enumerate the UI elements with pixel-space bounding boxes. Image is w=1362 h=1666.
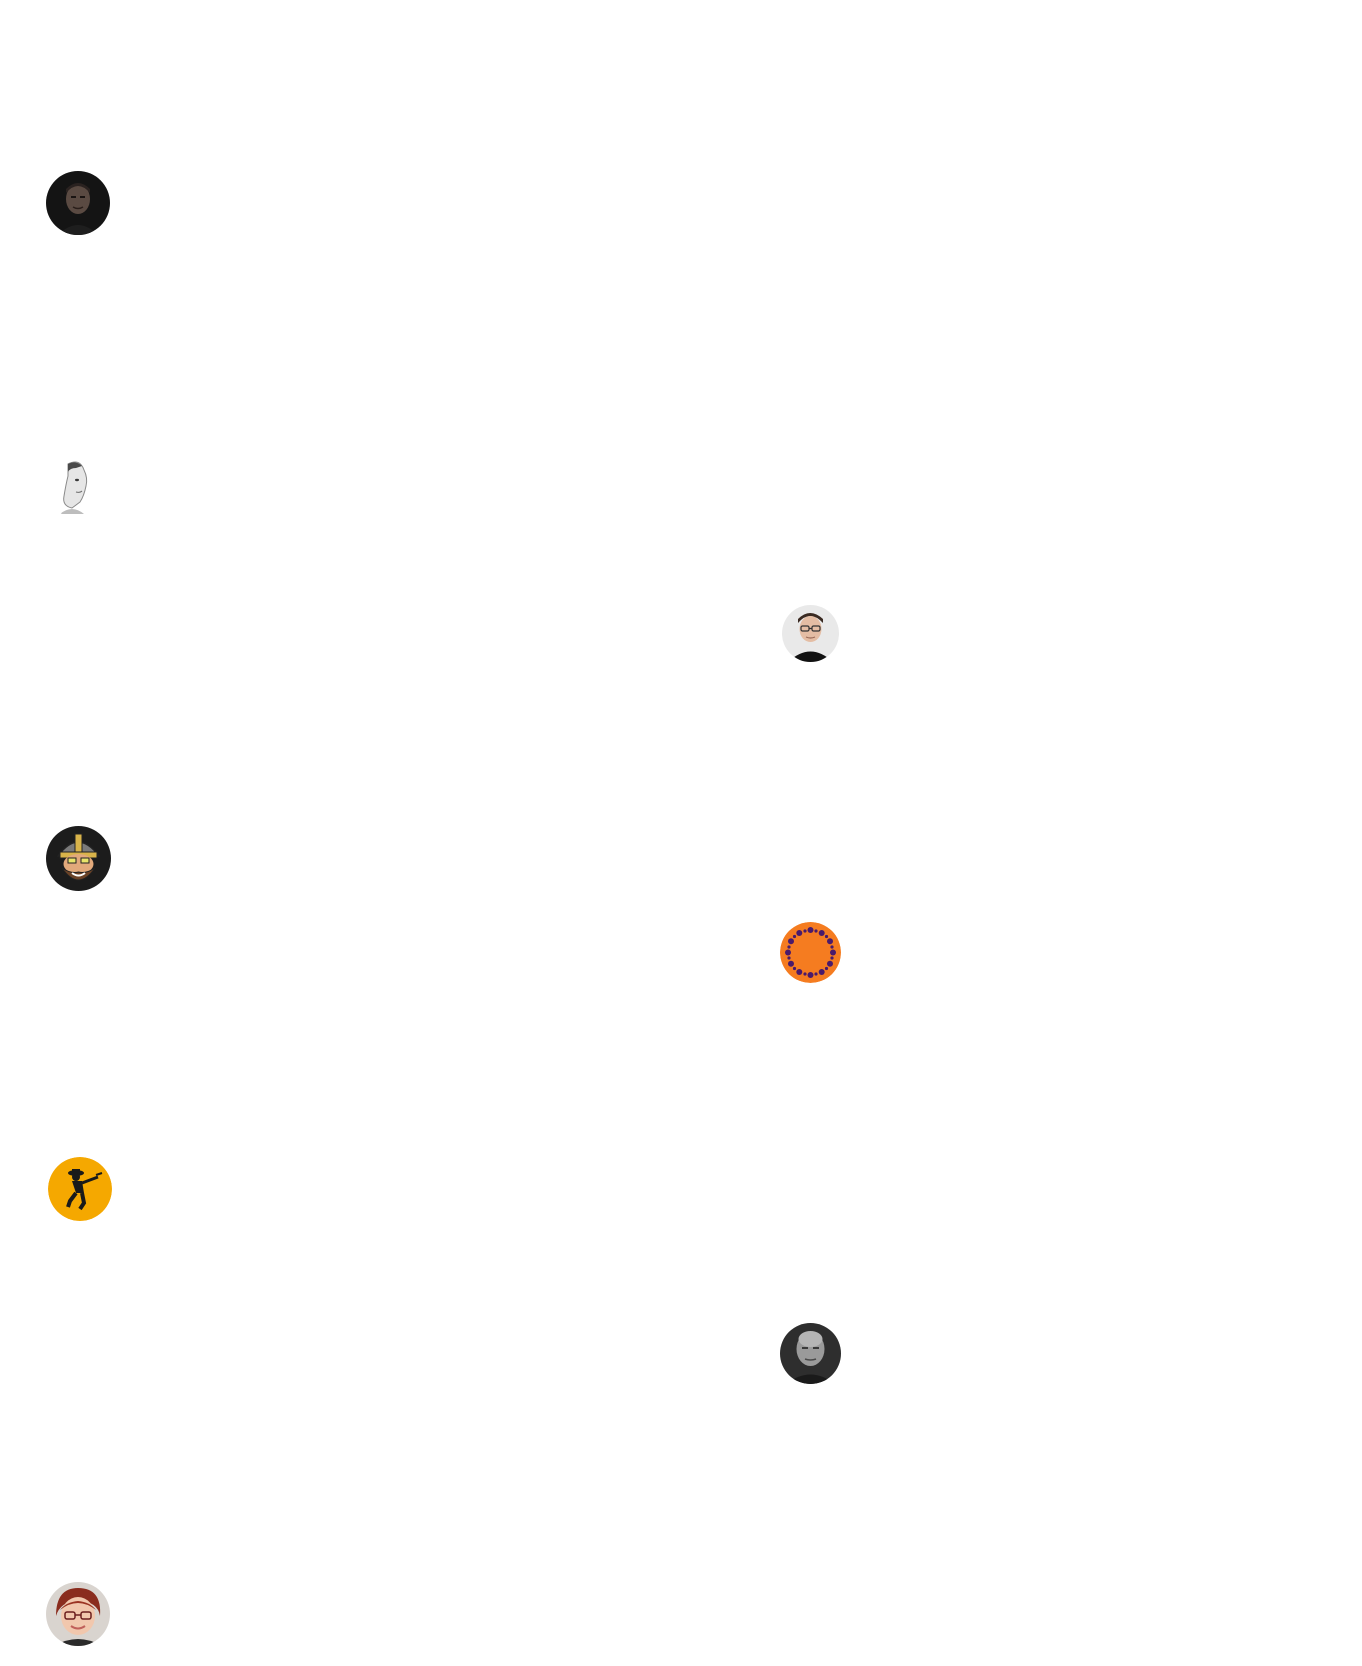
avatar-7[interactable] (780, 922, 841, 983)
avatar-1[interactable] (46, 171, 110, 235)
avatar-2[interactable] (46, 456, 108, 518)
avatar-young-man-glasses-icon (782, 605, 839, 662)
avatar-5[interactable] (46, 1582, 110, 1646)
avatar-woman-glasses-icon (46, 1582, 110, 1646)
avatar-6[interactable] (782, 605, 839, 662)
avatar-3[interactable] (46, 826, 111, 891)
avatar-man-dark-icon (46, 171, 110, 235)
avatar-bald-man-icon (780, 1323, 841, 1384)
avatar-viking-icon (46, 826, 111, 891)
avatar-man-profile-icon (46, 456, 108, 518)
avatar-running-figure-icon (48, 1157, 112, 1221)
avatar-8[interactable] (780, 1323, 841, 1384)
avatar-4[interactable] (48, 1157, 112, 1221)
avatar-dotted-circle-logo-icon (780, 922, 841, 983)
